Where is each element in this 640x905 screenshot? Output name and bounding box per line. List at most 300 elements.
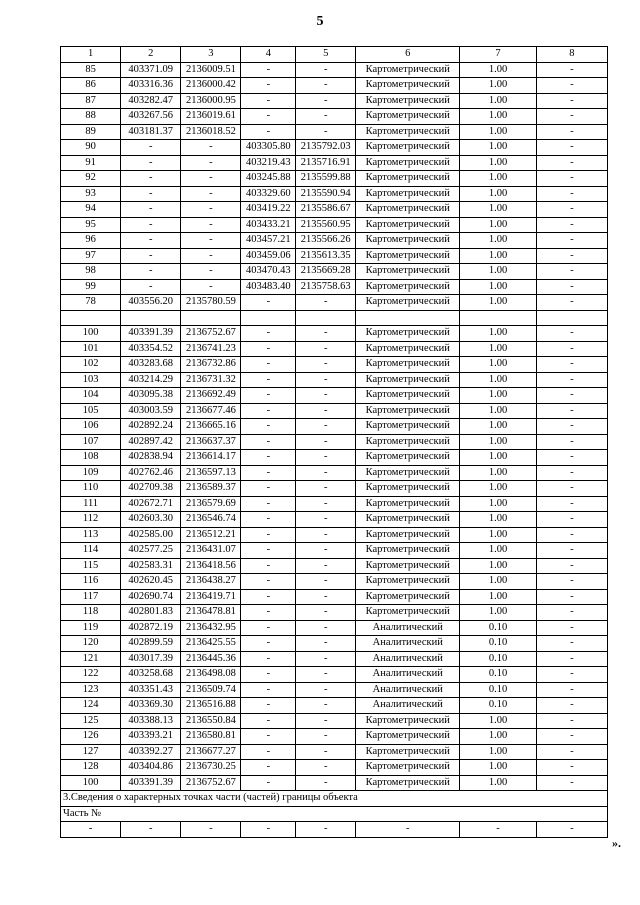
table-cell: 115 (61, 558, 121, 574)
table-cell: - (121, 822, 181, 838)
table-cell: 91 (61, 155, 121, 171)
table-cell: - (536, 713, 607, 729)
table-cell: - (536, 388, 607, 404)
table-cell: 2135758.63 (296, 279, 356, 295)
table-cell: 2135669.28 (296, 264, 356, 280)
table-row (61, 357, 608, 373)
table-cell: - (121, 279, 181, 295)
table-cell: 1.00 (460, 760, 537, 776)
table-cell: 0.10 (460, 682, 537, 698)
table-cell: 403556.20 (121, 295, 181, 311)
table-cell: - (296, 527, 356, 543)
table-cell: 1.00 (460, 62, 537, 78)
table-cell: - (121, 186, 181, 202)
table-cell: - (536, 279, 607, 295)
table-cell: - (536, 434, 607, 450)
table-row (61, 202, 608, 218)
table-cell: 118 (61, 605, 121, 621)
table-row (61, 682, 608, 698)
table-cell: 2136580.81 (181, 729, 241, 745)
table-cell: 403095.38 (121, 388, 181, 404)
table-cell: Картометрический (356, 729, 460, 745)
table-cell: 2136018.52 (181, 124, 241, 140)
table-cell: 113 (61, 527, 121, 543)
table-cell: 126 (61, 729, 121, 745)
table-cell: - (536, 233, 607, 249)
table-cell: Картометрический (356, 217, 460, 233)
table-cell: 1.00 (460, 450, 537, 466)
table-cell: 402577.25 (121, 543, 181, 559)
table-cell: 1.00 (460, 512, 537, 528)
table-cell: 107 (61, 434, 121, 450)
table-cell: - (536, 729, 607, 745)
table-cell: 2136589.37 (181, 481, 241, 497)
table-cell: 86 (61, 78, 121, 94)
table-cell: 110 (61, 481, 121, 497)
table-cell: - (296, 558, 356, 574)
table-row (61, 729, 608, 745)
table-cell: 2136637.37 (181, 434, 241, 450)
table-cell: - (536, 217, 607, 233)
table-cell: Картометрический (356, 605, 460, 621)
section-title-row (61, 791, 608, 807)
table-row (61, 589, 608, 605)
table-cell: 402620.45 (121, 574, 181, 590)
table-cell: - (536, 822, 607, 838)
table-row (61, 279, 608, 295)
table-cell: 2136546.74 (181, 512, 241, 528)
table-cell: - (536, 775, 607, 791)
table-cell: 3 (181, 47, 241, 63)
table-cell: 101 (61, 341, 121, 357)
table-cell: Картометрический (356, 496, 460, 512)
table-cell: - (241, 620, 296, 636)
table-cell: - (536, 372, 607, 388)
table-cell: Картометрический (356, 388, 460, 404)
table-cell: - (296, 341, 356, 357)
table-cell: 402801.83 (121, 605, 181, 621)
closing-quote-mark: ». (612, 836, 621, 850)
table-cell: - (296, 651, 356, 667)
table-row (61, 403, 608, 419)
table-row (61, 620, 608, 636)
table-cell: - (296, 605, 356, 621)
table-cell: 1.00 (460, 140, 537, 156)
table-row (61, 651, 608, 667)
table-row (61, 496, 608, 512)
table-cell: 112 (61, 512, 121, 528)
page-number: 5 (316, 14, 324, 29)
table-cell: Картометрический (356, 93, 460, 109)
table-cell: Картометрический (356, 481, 460, 497)
table-cell: - (241, 527, 296, 543)
table-cell: 109 (61, 465, 121, 481)
table-cell: - (296, 419, 356, 435)
table-row (61, 558, 608, 574)
table-cell: 403017.39 (121, 651, 181, 667)
table-cell: - (356, 822, 460, 838)
table-cell: - (241, 62, 296, 78)
table-cell: - (181, 186, 241, 202)
table-cell: - (296, 295, 356, 311)
table-row (61, 233, 608, 249)
table-cell: 1.00 (460, 109, 537, 125)
table-cell: 2136425.55 (181, 636, 241, 652)
boundary-points-table (60, 46, 608, 838)
table-cell: - (241, 558, 296, 574)
table-row (61, 124, 608, 140)
table-cell: - (241, 124, 296, 140)
table-cell: 1.00 (460, 713, 537, 729)
table-cell: - (536, 667, 607, 683)
table-cell: - (296, 109, 356, 125)
table-cell: Картометрический (356, 450, 460, 466)
table-cell: - (241, 574, 296, 590)
table-cell: - (296, 620, 356, 636)
table-cell: 0.10 (460, 620, 537, 636)
table-cell: Аналитический (356, 667, 460, 683)
table-row (61, 171, 608, 187)
table-cell: 2136731.32 (181, 372, 241, 388)
table-cell: 1.00 (460, 744, 537, 760)
table-cell: 2136512.21 (181, 527, 241, 543)
table-cell: Картометрический (356, 279, 460, 295)
table-cell: - (241, 651, 296, 667)
table-cell: 2135613.35 (296, 248, 356, 264)
table-cell: Аналитический (356, 620, 460, 636)
table-cell: 97 (61, 248, 121, 264)
table-cell: 0.10 (460, 636, 537, 652)
table-row (61, 667, 608, 683)
table-cell: Картометрический (356, 78, 460, 94)
table-cell: 403245.88 (241, 171, 296, 187)
table-cell: - (296, 744, 356, 760)
table-cell: - (181, 248, 241, 264)
table-cell: 2136418.56 (181, 558, 241, 574)
table-cell: - (121, 264, 181, 280)
table-cell: - (241, 450, 296, 466)
table-cell: - (296, 357, 356, 373)
table-cell: Картометрический (356, 543, 460, 559)
table-cell: 122 (61, 667, 121, 683)
table-cell: 0.10 (460, 698, 537, 714)
table-cell: - (296, 326, 356, 342)
table-cell: - (536, 543, 607, 559)
table-cell: 1.00 (460, 574, 537, 590)
table-cell: 95 (61, 217, 121, 233)
empty-row (61, 822, 608, 838)
table-cell: 402583.31 (121, 558, 181, 574)
table-cell: - (241, 775, 296, 791)
table-cell: 108 (61, 450, 121, 466)
table-cell: 6 (356, 47, 460, 63)
table-cell: - (296, 636, 356, 652)
table-cell: - (296, 388, 356, 404)
table-cell: 1.00 (460, 264, 537, 280)
table-cell: 402892.24 (121, 419, 181, 435)
table-cell: 89 (61, 124, 121, 140)
table-cell: 2136665.16 (181, 419, 241, 435)
table-cell: 2135599.88 (296, 171, 356, 187)
table-cell: Картометрический (356, 264, 460, 280)
table-cell: 104 (61, 388, 121, 404)
table-cell: 2135586.67 (296, 202, 356, 218)
table-row (61, 62, 608, 78)
table-row (61, 217, 608, 233)
part-label-row (61, 806, 608, 822)
table-cell: 2136730.25 (181, 760, 241, 776)
table-cell (181, 310, 241, 326)
table-cell: - (241, 388, 296, 404)
table-cell: 2136019.61 (181, 109, 241, 125)
table-cell: Картометрический (356, 465, 460, 481)
table-row (61, 372, 608, 388)
table-cell: 1.00 (460, 403, 537, 419)
table-cell: - (181, 264, 241, 280)
table-cell: - (536, 512, 607, 528)
table-row (61, 186, 608, 202)
table-cell: 402762.46 (121, 465, 181, 481)
table-cell: - (181, 171, 241, 187)
table-cell: 1.00 (460, 605, 537, 621)
table-cell: - (241, 78, 296, 94)
table-cell (61, 310, 121, 326)
table-cell: 123 (61, 682, 121, 698)
table-cell: - (536, 124, 607, 140)
table-cell: - (181, 822, 241, 838)
table-cell: 402897.42 (121, 434, 181, 450)
table-cell: 2136677.27 (181, 744, 241, 760)
table-cell: - (536, 620, 607, 636)
table-cell: 403391.39 (121, 775, 181, 791)
table-cell: - (296, 589, 356, 605)
table-row (61, 434, 608, 450)
table-cell: - (241, 729, 296, 745)
table-cell: 403305.80 (241, 140, 296, 156)
table-cell: - (241, 744, 296, 760)
table-cell: 402603.30 (121, 512, 181, 528)
table-cell: 125 (61, 713, 121, 729)
table-cell: - (181, 140, 241, 156)
table-cell: - (241, 419, 296, 435)
table-cell: - (241, 822, 296, 838)
table-row (61, 574, 608, 590)
table-cell: 2135566.26 (296, 233, 356, 249)
table-cell: 2136550.84 (181, 713, 241, 729)
table-cell: - (296, 62, 356, 78)
table-cell (460, 310, 537, 326)
table-row (61, 775, 608, 791)
table-cell: 5 (296, 47, 356, 63)
table-row (61, 543, 608, 559)
table-cell: 119 (61, 620, 121, 636)
table-cell: 403404.86 (121, 760, 181, 776)
table-cell: 2136692.49 (181, 388, 241, 404)
table-cell: - (241, 589, 296, 605)
table-cell: 2135716.91 (296, 155, 356, 171)
table-cell: 2136431.07 (181, 543, 241, 559)
table-cell: - (296, 822, 356, 838)
table-row (61, 155, 608, 171)
table-cell: 94 (61, 202, 121, 218)
table-cell: 403457.21 (241, 233, 296, 249)
table-cell: 402709.38 (121, 481, 181, 497)
table-cell: 1.00 (460, 775, 537, 791)
table-cell: - (241, 295, 296, 311)
table-cell: 1.00 (460, 326, 537, 342)
table-cell: 96 (61, 233, 121, 249)
table-cell: 120 (61, 636, 121, 652)
table-cell: - (536, 450, 607, 466)
table-cell: - (121, 171, 181, 187)
table-cell: - (296, 713, 356, 729)
table-cell: 1.00 (460, 419, 537, 435)
table-cell: Картометрический (356, 171, 460, 187)
table-cell: 1.00 (460, 434, 537, 450)
table-cell: Картометрический (356, 140, 460, 156)
table-cell: - (536, 109, 607, 125)
table-cell: 7 (460, 47, 537, 63)
table-cell: 8 (536, 47, 607, 63)
table-cell: Картометрический (356, 713, 460, 729)
table-cell: 2136419.71 (181, 589, 241, 605)
table-cell: 114 (61, 543, 121, 559)
section-3-title: 3.Сведения о характерных точках части (частей) границы объекта (61, 791, 608, 807)
table-cell: 403459.06 (241, 248, 296, 264)
table-cell: 1.00 (460, 357, 537, 373)
table-cell: Картометрический (356, 760, 460, 776)
table-cell: - (536, 202, 607, 218)
table-cell: 99 (61, 279, 121, 295)
table-cell: - (296, 496, 356, 512)
table-cell: - (296, 450, 356, 466)
table-cell: - (296, 124, 356, 140)
table-cell: Картометрический (356, 341, 460, 357)
table-header-row (61, 47, 608, 63)
table-cell: - (536, 341, 607, 357)
table-cell: 403219.43 (241, 155, 296, 171)
table-cell: 2136498.08 (181, 667, 241, 683)
table-cell: 98 (61, 264, 121, 280)
table-cell: 2136432.95 (181, 620, 241, 636)
table-cell: - (241, 636, 296, 652)
table-cell: - (536, 403, 607, 419)
table-cell: 1.00 (460, 372, 537, 388)
table-cell: 403181.37 (121, 124, 181, 140)
table-cell: Картометрический (356, 775, 460, 791)
table-cell: - (296, 698, 356, 714)
table-cell: - (241, 682, 296, 698)
table-cell: 1.00 (460, 295, 537, 311)
table-cell: - (121, 140, 181, 156)
table-cell: - (296, 512, 356, 528)
table-cell: 1.00 (460, 124, 537, 140)
table-cell: 2136509.74 (181, 682, 241, 698)
table-cell: - (296, 574, 356, 590)
table-cell: 2135792.03 (296, 140, 356, 156)
table-cell: - (181, 202, 241, 218)
table-cell: 127 (61, 744, 121, 760)
table-cell: - (296, 434, 356, 450)
table-cell: - (536, 248, 607, 264)
table-cell: Картометрический (356, 372, 460, 388)
table-cell: Картометрический (356, 326, 460, 342)
table-cell: 1.00 (460, 202, 537, 218)
table-cell: 1.00 (460, 729, 537, 745)
table-cell: 0.10 (460, 667, 537, 683)
table-row (61, 760, 608, 776)
table-row (61, 295, 608, 311)
table-cell: 1 (61, 47, 121, 63)
table-cell: 403316.36 (121, 78, 181, 94)
table-row (61, 605, 608, 621)
table-cell: Картометрический (356, 558, 460, 574)
table-cell: - (121, 202, 181, 218)
table-cell: - (536, 651, 607, 667)
table-cell: 128 (61, 760, 121, 776)
table-cell: 403483.40 (241, 279, 296, 295)
table-cell (356, 310, 460, 326)
table-cell: 1.00 (460, 186, 537, 202)
table-cell: 402690.74 (121, 589, 181, 605)
table-cell: - (241, 760, 296, 776)
table-cell: 402672.71 (121, 496, 181, 512)
table-cell: - (241, 543, 296, 559)
table-cell: - (241, 434, 296, 450)
table-cell: Аналитический (356, 636, 460, 652)
table-cell: - (536, 682, 607, 698)
table-cell: - (296, 729, 356, 745)
table-cell: 403258.68 (121, 667, 181, 683)
table-cell: - (121, 155, 181, 171)
table-cell: - (536, 326, 607, 342)
table-row (61, 93, 608, 109)
table-row (61, 698, 608, 714)
table-cell: - (296, 775, 356, 791)
table-cell: - (536, 605, 607, 621)
table-cell: - (121, 217, 181, 233)
table-cell: 2136752.67 (181, 326, 241, 342)
table-cell: - (536, 186, 607, 202)
table-cell: - (241, 403, 296, 419)
table-cell: - (181, 233, 241, 249)
table-cell: Картометрический (356, 589, 460, 605)
table-cell: - (241, 465, 296, 481)
table-cell: 116 (61, 574, 121, 590)
table-cell: - (241, 512, 296, 528)
table-cell: 1.00 (460, 496, 537, 512)
table-cell: 85 (61, 62, 121, 78)
table-cell: 2136741.23 (181, 341, 241, 357)
table-cell: - (241, 698, 296, 714)
table-cell: - (536, 295, 607, 311)
table-row (61, 140, 608, 156)
table-cell: 2135590.94 (296, 186, 356, 202)
table-cell: - (241, 713, 296, 729)
table-cell: 2136516.88 (181, 698, 241, 714)
table-cell: - (536, 698, 607, 714)
table-cell: - (536, 496, 607, 512)
table-cell: - (296, 760, 356, 776)
table-cell: 93 (61, 186, 121, 202)
table-cell (241, 310, 296, 326)
table-cell: 1.00 (460, 558, 537, 574)
table-cell: - (536, 574, 607, 590)
table-cell: - (536, 357, 607, 373)
table-cell: 403393.21 (121, 729, 181, 745)
table-cell: Картометрический (356, 744, 460, 760)
table-row (61, 713, 608, 729)
